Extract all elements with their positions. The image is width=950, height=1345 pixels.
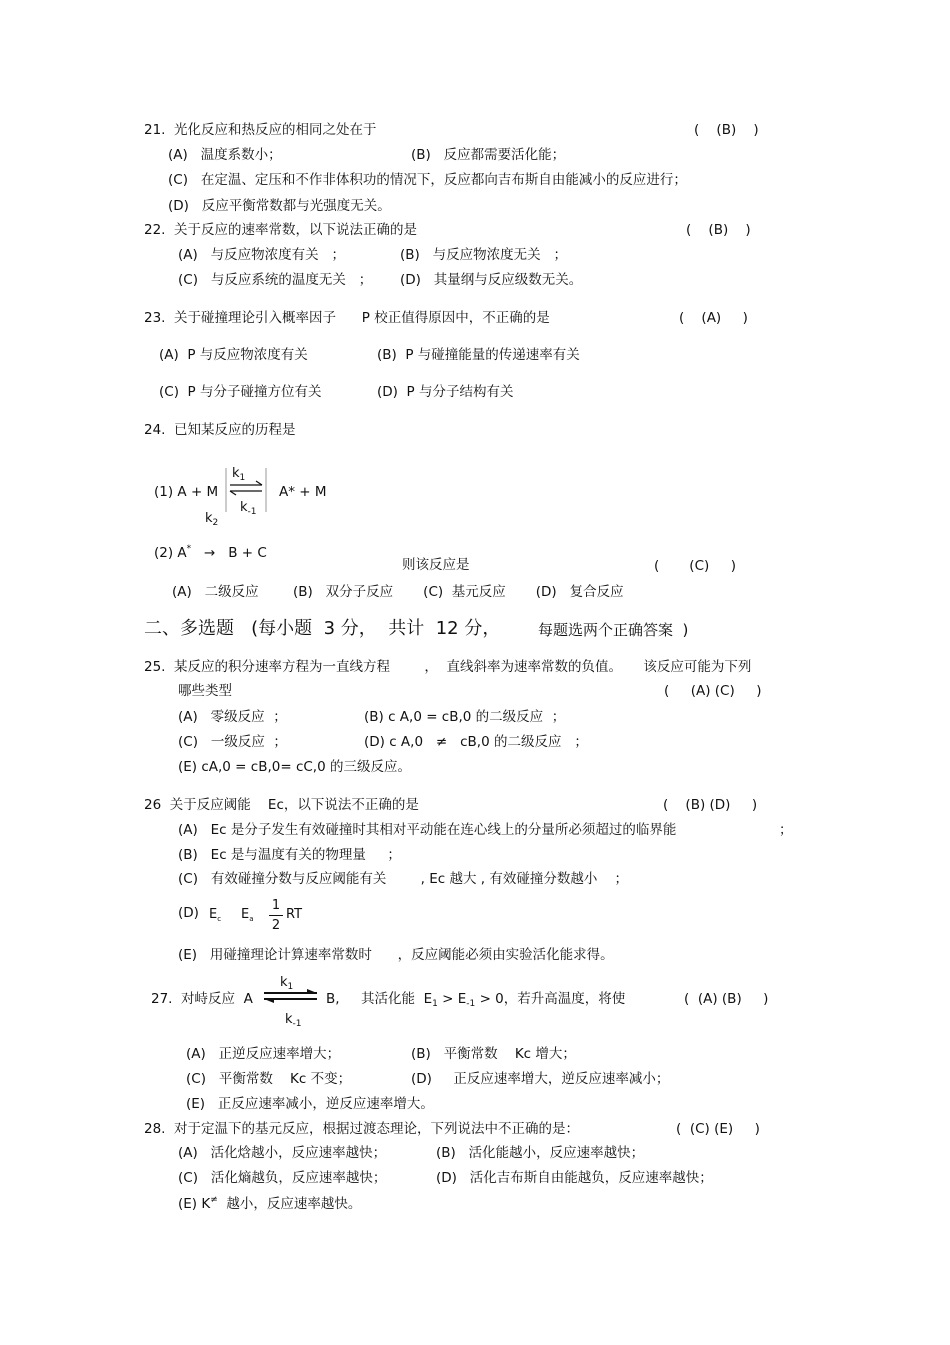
q24-options: (A) 二级反应 (B) 双分子反应 (C) 基元反应 (D) 复合反应 (172, 584, 624, 600)
q24-k1-label: $k_1$ (232, 466, 246, 483)
q21-option-c: (C) 在定温、定压和不作非体积功的情况下，反应都向吉布斯自由能减小的反应进行； (168, 172, 687, 188)
q24-k2-label: $k_2$ (205, 511, 219, 528)
q26-option-b: (B) Ec 是与温度有关的物理量 ； (178, 847, 401, 863)
q27-option-a: (A) 正逆反应速率增大； (186, 1046, 341, 1062)
q22-option-b: (B) 与反应物浓度无关 ； (400, 247, 568, 263)
q28-option-c: (C) 活化熵越负，反应速率越快； (178, 1170, 387, 1186)
q21-option-d: (D) 反应平衡常数都与光强度无关。 (168, 198, 391, 214)
q27-option-b: (B) 平衡常数 Kc 增大； (411, 1046, 576, 1062)
q22-option-a: (A) 与反应物浓度有关 ； (178, 247, 346, 263)
q27-option-e: (E) 正反应速率减小，逆反应速率增大。 (186, 1096, 434, 1112)
q28-option-b: (B) 活化能越小，反应速率越快； (436, 1145, 645, 1161)
q23-stem: 23. 关于碰撞理论引入概率因子 P 校正值得原因中，不正确的是 (144, 310, 550, 326)
q24-then: 则该反应是 (402, 557, 470, 573)
q23-option-c: (C) P 与分子碰撞方位有关 (159, 384, 322, 400)
q25-option-a: (A) 零级反应 ； (178, 709, 287, 725)
q24-stem: 24. 已知某反应的历程是 (144, 422, 296, 438)
q26-option-a-tail: ； (779, 822, 793, 838)
q24-step1-left: (1) A + M (154, 484, 219, 500)
equilibrium-arrow-icon (262, 988, 320, 1004)
section2-heading: 二、多选题 (每小题 3 分， 共计 12 分， (144, 618, 501, 639)
q26-frac-denominator: 2 (271, 918, 281, 933)
q27-option-d: (D) 正反应速率增大，逆反应速率减小； (411, 1071, 670, 1087)
q26-option-c: (C) 有效碰撞分数与反应阈能有关 , Ec 越大 , 有效碰撞分数越小 ； (178, 871, 629, 887)
q26-answer: ( (B) (D) ) (663, 797, 758, 813)
q28-option-a: (A) 活化焓越小，反应速率越快； (178, 1145, 387, 1161)
q26-stem: 26 关于反应阈能 Ec，以下说法不正确的是 (144, 797, 419, 813)
q26-frac-numerator: 1 (271, 898, 281, 913)
q27-stem-a: 27. 对峙反应 A (151, 991, 253, 1007)
q25-answer: ( (A) (C) ) (664, 683, 762, 699)
q24-k-1-label: $k_{-1}$ (240, 500, 257, 517)
q28-stem: 28. 对于定温下的基元反应，根据过渡态理论，下列说法中不正确的是： (144, 1121, 580, 1137)
q26-option-e: (E) 用碰撞理论计算速率常数时 ，反应阈能必须由实验活化能求得。 (178, 947, 614, 963)
q22-answer: ( (B) ) (686, 222, 751, 238)
q23-answer: ( (A) ) (679, 310, 748, 326)
q28-option-d: (D) 活化吉布斯自由能越负，反应速率越快； (436, 1170, 713, 1186)
q27-k-1-label: $k_{-1}$ (285, 1012, 302, 1029)
q21-answer: ( (B) ) (694, 122, 759, 138)
q25-option-e: (E) cA,0 = cB,0= cC,0 的三级反应。 (178, 759, 411, 775)
q27-answer: ( (A) (B) ) (684, 991, 769, 1007)
q21-option-a: (A) 温度系数小； (168, 147, 282, 163)
q28-answer: ( (C) (E) ) (676, 1121, 760, 1137)
q27-stem-b: B, 其活化能 $E_1 > E_{-1} > 0$，若升高温度，将使 (326, 991, 626, 1009)
q25-option-b: (B) c A,0 = cB,0 的二级反应 ； (364, 709, 566, 725)
q24-step2: (2) A* → B + C (154, 544, 267, 561)
q22-option-c: (C) 与反应系统的温度无关 ； (178, 272, 373, 288)
q27-option-c: (C) 平衡常数 Kc 不变； (186, 1071, 352, 1087)
q26-option-a: (A) Ec 是分子发生有效碰撞时其相对平动能在连心线上的分量所必须超过的临界能 (178, 822, 677, 838)
q25-option-d: (D) c A,0 ≠ cB,0 的二级反应 ； (364, 734, 588, 750)
q26-option-d-label: (D) (178, 905, 199, 921)
q22-stem: 22. 关于反应的速率常数，以下说法正确的是 (144, 222, 418, 238)
q23-option-b: (B) P 与碰撞能量的传递速率有关 (377, 347, 580, 363)
q27-k1-label: $k_1$ (280, 975, 294, 992)
q25-stem-cont: 哪些类型 (178, 683, 232, 699)
section2-heading-tail: 每题选两个正确答案 ) (538, 621, 689, 639)
q26-ea: $E_a$ (241, 907, 254, 923)
q25-stem: 25. 某反应的积分速率方程为一直线方程 ， 直线斜率为速率常数的负值。 该反应可能为下列 (144, 659, 752, 675)
q24-step1-right: A* + M (279, 484, 327, 500)
q26-frac-bar (269, 915, 283, 916)
q21-stem: 21. 光化反应和热反应的相同之处在于 (144, 122, 377, 138)
q23-option-a: (A) P 与反应物浓度有关 (159, 347, 308, 363)
q26-rt: RT (286, 907, 303, 922)
q26-ec: $E_c$ (209, 907, 222, 923)
q25-option-c: (C) 一级反应 ； (178, 734, 287, 750)
q28-option-e: (E) K≠ 越小，反应速率越快。 (178, 1195, 362, 1212)
q24-answer: ( (C) ) (654, 558, 736, 574)
q21-option-b: (B) 反应都需要活化能； (411, 147, 566, 163)
q22-option-d: (D) 其量纲与反应级数无关。 (400, 272, 583, 288)
q23-option-d: (D) P 与分子结构有关 (377, 384, 514, 400)
